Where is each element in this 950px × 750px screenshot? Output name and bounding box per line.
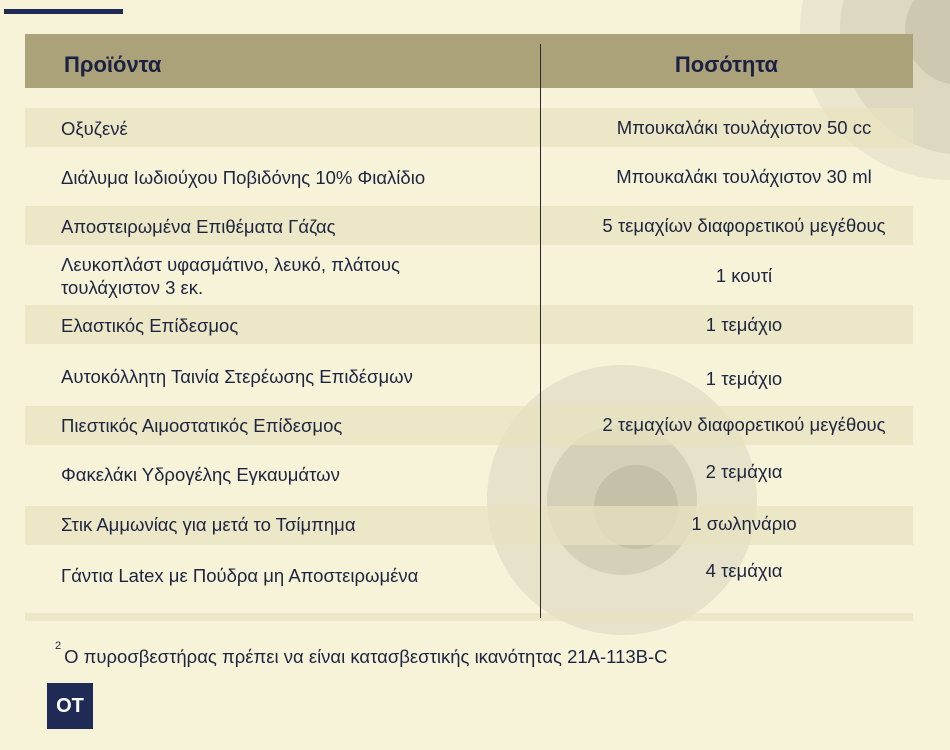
logo-text: OT xyxy=(56,694,84,717)
quantity-cell: 2 τεμάχια xyxy=(705,461,783,482)
quantity-cell: 5 τεμαχίων διαφορετικού μεγέθους xyxy=(602,215,886,236)
quantity-cell: Μπουκαλάκι τουλάχιστον 50 cc xyxy=(616,117,872,138)
header-quantity: Ποσότητα xyxy=(674,52,779,77)
quantity-cell: Μπουκαλάκι τουλάχιστον 30 ml xyxy=(616,166,872,187)
product-cell: Λευκοπλάστ υφασμάτινο, λευκό, πλάτους τουλάχιστον 3 εκ. xyxy=(61,254,400,298)
product-cell: Φακελάκι Υδρογέλης Εγκαυμάτων xyxy=(61,464,340,485)
decorative-circle xyxy=(547,425,697,575)
logo xyxy=(47,683,93,729)
footnote-marker: 2 xyxy=(55,639,62,652)
product-cell: Γάντια Latex με Πούδρα μη Αποστειρωμένα xyxy=(61,565,419,586)
table-header xyxy=(25,34,913,88)
header-products: Προϊόντα xyxy=(64,52,162,77)
product-cell: Αποστειρωμένα Επιθέματα Γάζας xyxy=(61,216,336,237)
product-cell: Αυτοκόλλητη Ταινία Στερέωσης Επιδέσμων xyxy=(61,366,413,387)
product-cell: Στικ Αμμωνίας για μετά το Τσίμπημα xyxy=(61,514,356,535)
product-cell: Ελαστικός Επίδεσμος xyxy=(61,315,239,336)
top-accent-rule xyxy=(4,9,123,14)
footnote xyxy=(55,639,668,668)
product-cell: Οξυζενέ xyxy=(61,118,128,139)
column-divider xyxy=(540,44,541,618)
quantity-cell: 1 τεμάχιο xyxy=(705,314,783,335)
product-cell: Διάλυμα Ιωδιούχου Ποβιδόνης 10% Φιαλίδιο xyxy=(61,167,426,188)
row-band xyxy=(25,613,913,621)
footnote-text: Ο πυροσβεστήρας πρέπει να είναι κατασβεστικής ικανότητας 21Α-113Β-C xyxy=(64,646,668,667)
quantity-cell: 4 τεμάχια xyxy=(705,560,783,581)
quantity-cell: 1 κουτί xyxy=(715,265,773,286)
quantity-cell: 1 σωληνάριο xyxy=(691,513,797,534)
quantity-cell: 1 τεμάχιο xyxy=(705,368,783,389)
product-cell: Πιεστικός Αιμοστατικός Επίδεσμος xyxy=(61,415,343,436)
quantity-cell: 2 τεμαχίων διαφορετικού μεγέθους xyxy=(602,414,886,435)
